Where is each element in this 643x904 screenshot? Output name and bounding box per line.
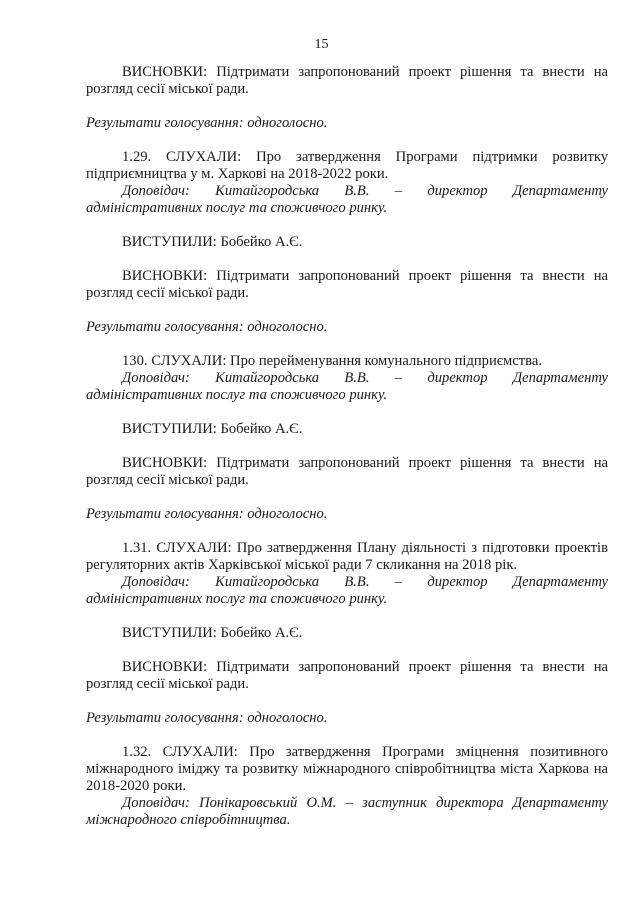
page-number: 15: [314, 37, 329, 52]
spoke-label: ВИСТУПИЛИ:: [122, 421, 217, 437]
heard-paragraph: [86, 744, 608, 795]
spoke-label: ВИСТУПИЛИ:: [122, 234, 217, 250]
spoke-label: ВИСТУПИЛИ:: [122, 625, 217, 641]
heard-label: СЛУХАЛИ:: [151, 353, 227, 369]
spoke-paragraph: [86, 234, 608, 251]
spoke-text: Бобейко А.Є.: [220, 421, 303, 437]
heard-text: Про перейменування комунального підприємства.: [230, 353, 542, 369]
speaker-paragraph: Доповідач: Китайгородська В.В. – директор Департаменту адміністративних послуг та споживчого ринку.: [86, 370, 608, 403]
heard-label: СЛУХАЛИ:: [162, 744, 238, 760]
conclusion-paragraph: [86, 268, 608, 302]
conclusion-text: Підтримати запропонований проект рішення та внести на розгляд сесії міської ради.: [86, 455, 608, 488]
speaker-paragraph: Доповідач: Китайгородська В.В. – директор Департаменту адміністративних послуг та споживчого ринку.: [86, 574, 608, 607]
item-number: 130.: [122, 353, 148, 369]
heard-label: СЛУХАЛИ:: [156, 540, 232, 556]
spoke-paragraph: [86, 421, 608, 438]
conclusion-label: ВИСНОВКИ:: [122, 64, 208, 80]
heard-text: Про затвердження Програми підтримки розвитку підприємництва у м. Харкові на 2018-2022 роки.: [86, 149, 609, 182]
heard-label: СЛУХАЛИ:: [166, 149, 242, 165]
vote-result: Результати голосування: одноголосно.: [86, 319, 328, 335]
heard-text: Про затвердження Плану діяльності з підготовки проектів регуляторних актів Харківської міської ради 7 скликання на 2018 рік.: [86, 540, 608, 573]
heard-paragraph: [86, 149, 608, 183]
spoke-text: Бобейко А.Є.: [220, 234, 303, 250]
item-number: 1.31.: [122, 540, 152, 556]
conclusion-label: ВИСНОВКИ:: [122, 659, 208, 675]
conclusion-text: Підтримати запропонований проект рішення та внести на розгляд сесії міської ради.: [86, 64, 608, 97]
item-number: 1.29.: [122, 149, 152, 165]
spoke-paragraph: [86, 625, 608, 642]
heard-paragraph: [86, 540, 608, 574]
speaker-paragraph: Доповідач: Китайгородська В.В. – директор Департаменту адміністративних послуг та споживчого ринку.: [86, 183, 608, 216]
spoke-text: Бобейко А.Є.: [220, 625, 303, 641]
vote-result: Результати голосування: одноголосно.: [86, 506, 328, 522]
document-body: [86, 64, 608, 829]
heard-text: Про затвердження Програми зміцнення позитивного міжнародного іміджу та розвитку міжнародного співробітництва міста Харкова на 2018-2020 роки.: [86, 744, 609, 794]
conclusion-text: Підтримати запропонований проект рішення та внести на розгляд сесії міської ради.: [86, 659, 608, 692]
vote-result: Результати голосування: одноголосно.: [86, 115, 328, 131]
conclusion-paragraph: [86, 659, 608, 693]
heard-paragraph: [86, 353, 608, 370]
conclusion-label: ВИСНОВКИ:: [122, 455, 208, 471]
conclusion-paragraph: [86, 455, 608, 489]
conclusion-text: Підтримати запропонований проект рішення та внести на розгляд сесії міської ради.: [86, 268, 608, 301]
item-number: 1.32.: [122, 744, 152, 760]
speaker-paragraph: Доповідач: Понікаровський О.М. – заступник директора Департаменту міжнародного співробітництва.: [86, 795, 608, 828]
vote-result: Результати голосування: одноголосно.: [86, 710, 328, 726]
conclusion-paragraph: [86, 64, 608, 98]
conclusion-label: ВИСНОВКИ:: [122, 268, 208, 284]
